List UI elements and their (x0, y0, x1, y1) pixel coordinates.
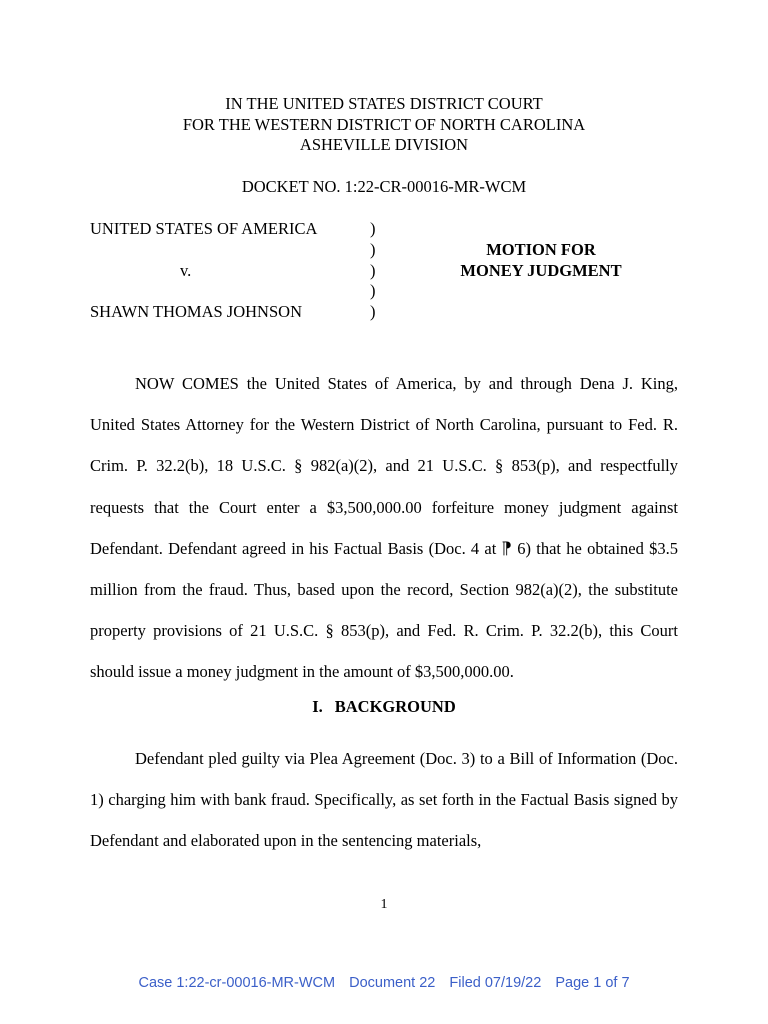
plaintiff-name: UNITED STATES OF AMERICA (90, 219, 318, 238)
caption-paren: ) (370, 219, 376, 238)
intro-section (90, 363, 678, 693)
court-header (0, 94, 768, 156)
defendant-name: SHAWN THOMAS JOHNSON (90, 302, 302, 322)
section-heading-background (0, 697, 768, 717)
ecf-case-number: Case 1:22-cr-00016-MR-WCM (138, 975, 336, 991)
caption-paren: ) (370, 239, 376, 259)
motion-title-line-1: MOTION FOR (486, 240, 596, 259)
section-number: I. (312, 697, 323, 716)
caption-paren: ) (370, 281, 376, 301)
background-paragraph: Defendant pled guilty via Plea Agreement (Doc. 3) to a Bill of Information (Doc. 1) charging him with bank fraud. Specifically, as set forth in the Factual Basis signed by Defendant and elaborated upon in the sentencing materials, (90, 749, 678, 851)
case-caption-parties (90, 219, 350, 323)
motion-title-line-2: MONEY JUDGMENT (460, 261, 622, 280)
motion-title (400, 239, 682, 281)
caption-parenthesis-column (370, 219, 376, 323)
docket-number: DOCKET NO. 1:22-CR-00016-MR-WCM (241, 177, 527, 196)
caption-blank-line (90, 240, 350, 261)
ecf-page-count: Page 1 of 7 (555, 975, 630, 991)
ecf-filing-stamp (0, 974, 768, 992)
court-division: ASHEVILLE DIVISION (299, 135, 469, 154)
versus-label: v. (180, 260, 192, 280)
ecf-filed-date: Filed 07/19/22 (449, 975, 542, 991)
caption-paren: ) (370, 302, 376, 322)
caption-blank-line (90, 281, 350, 302)
page-number: 1 (380, 897, 388, 912)
caption-paren: ) (370, 260, 376, 280)
section-title: BACKGROUND (334, 697, 456, 716)
court-name-line-2: FOR THE WESTERN DISTRICT OF NORTH CAROLINA (182, 114, 586, 134)
court-name-line-1: IN THE UNITED STATES DISTRICT COURT (225, 94, 543, 113)
ecf-document-number: Document 22 (349, 975, 436, 991)
background-section (90, 738, 678, 862)
intro-paragraph: NOW COMES the United States of America, by and through Dena J. King, United States Attorney for the Western District of North Carolina, pursuant to Fed. R. Crim. P. 32.2(b), 18 U.S.C. § 982(a)(2), and 21 U.S.C. § 853(p), and respectfully requests that the Court enter a $3,500,000.00 forfeiture money judgment against Defendant. Defendant agreed in his Factual Basis (Doc. 4 at ⁋ 6) that he obtained $3.5 million from the fraud. Thus, based upon the record, Section 982(a)(2), the substitute property provisions of 21 U.S.C. § 853(p), and Fed. R. Crim. P. 32.2(b), this Court should issue a money judgment in the amount of $3,500,000.00. (90, 374, 678, 682)
